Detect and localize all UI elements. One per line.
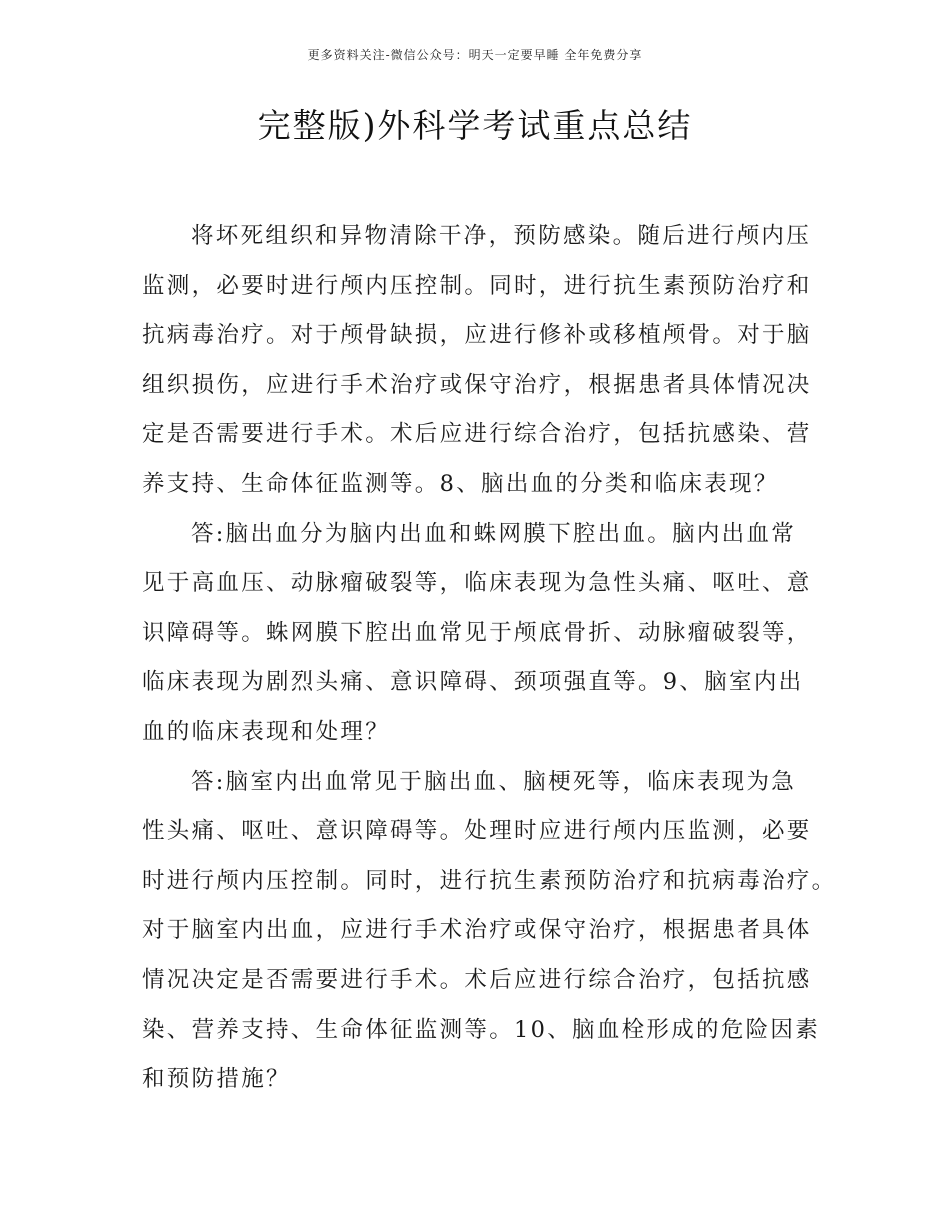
text-line: 情况决定是否需要进行手术。术后应进行综合治疗，包括抗感: [142, 966, 812, 993]
text-line: 定是否需要进行手术。术后应进行综合治疗，包括抗感染、营: [142, 421, 812, 448]
text-line: 监测，必要时进行颅内压控制。同时，进行抗生素预防治疗和: [142, 272, 812, 299]
text-line: 将坏死组织和异物清除干净，预防感染。随后进行颅内压: [191, 223, 812, 249]
text-line: 养支持、生命体征监测等。8、脑出血的分类和临床表现？: [142, 470, 779, 497]
text-line: 答:脑室内出血常见于脑出血、脑梗死等，临床表现为急: [191, 768, 797, 795]
text-line: 性头痛、呕吐、意识障碍等。处理时应进行颅内压监测，必要: [142, 818, 812, 845]
text-line: 答:脑出血分为脑内出血和蛛网膜下腔出血。脑内出血常: [191, 520, 797, 547]
document-body: [142, 216, 837, 1109]
text-line: 组织损伤，应进行手术治疗或保守治疗，根据患者具体情况决: [142, 371, 812, 398]
paragraph: [142, 216, 818, 514]
text-line: 染、营养支持、生命体征监测等。10、脑血栓形成的危险因素: [142, 1016, 821, 1043]
text-line: 识障碍等。蛛网膜下腔出血常见于颅底骨折、动脉瘤破裂等，: [142, 619, 812, 646]
text-line: 血的临床表现和处理？: [142, 718, 391, 745]
paragraph: [142, 514, 818, 762]
document-title: 完整版)外科学考试重点总结: [257, 106, 693, 145]
text-line: 和预防措施？: [142, 1066, 291, 1093]
text-line: 抗病毒治疗。对于颅骨缺损，应进行修补或移植颅骨。对于脑: [142, 322, 812, 349]
text-line: 见于高血压、动脉瘤破裂等，临床表现为急性头痛、呕吐、意: [142, 570, 812, 597]
page-header-note: 更多资料关注-微信公众号：明天一定要早睡 全年免费分享: [307, 48, 643, 62]
text-line: 时进行颅内压控制。同时，进行抗生素预防治疗和抗病毒治疗。: [142, 867, 837, 894]
text-line: 临床表现为剧烈头痛、意识障碍、颈项强直等。9、脑室内出: [142, 669, 804, 696]
paragraph: [142, 762, 837, 1109]
text-line: 对于脑室内出血，应进行手术治疗或保守治疗，根据患者具体: [142, 917, 812, 944]
